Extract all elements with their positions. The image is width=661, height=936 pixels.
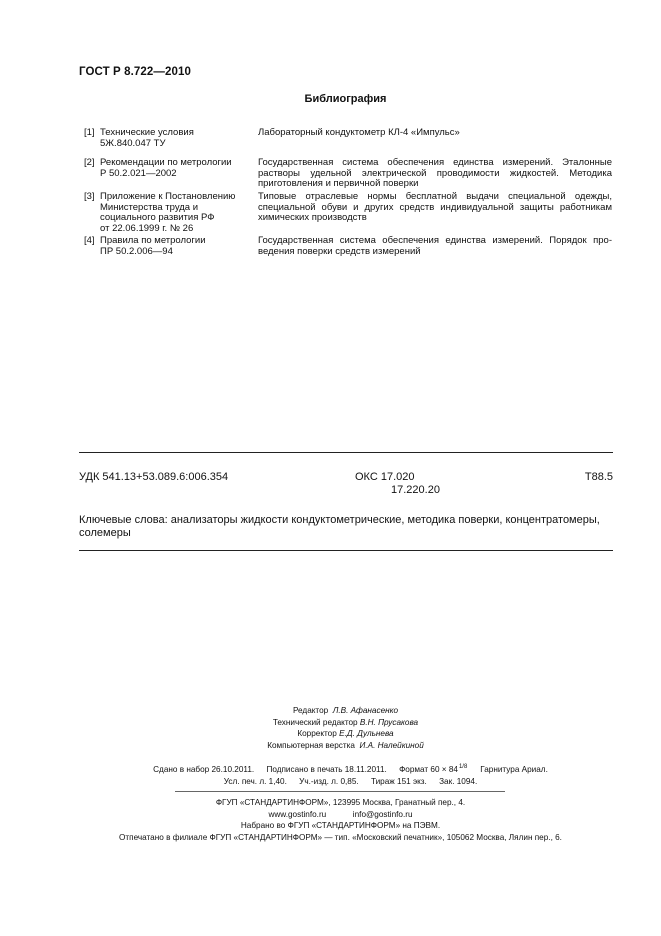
entry-number: [1] bbox=[84, 127, 95, 138]
publisher-website[interactable]: www.gostinfo.ru bbox=[268, 809, 327, 819]
bibliography-entry bbox=[84, 192, 612, 234]
entry-description: Государственная система обеспечения единства измерений. Порядок про-ведения поверки средств измерений bbox=[258, 235, 612, 257]
print-info bbox=[0, 764, 661, 787]
entry-number: [3] bbox=[84, 190, 95, 202]
credit-corrector: Корректор Е.Д. Дульнева bbox=[297, 729, 394, 738]
divider-short bbox=[175, 791, 505, 792]
printed-note: Отпечатано в филиале ФГУП «СТАНДАРТИНФОРМ» — тип. «Московский печатник», 105062 Москва, Лялин пер., 6. bbox=[119, 832, 562, 842]
divider-top bbox=[79, 452, 613, 453]
typeset-note: Набрано во ФГУП «СТАНДАРТИНФОРМ» на ПЭВМ. bbox=[240, 821, 441, 831]
publisher-block bbox=[0, 797, 661, 843]
credit-layout: Компьютерная верстка И.А. Налейкиной bbox=[267, 740, 424, 750]
bibliography-title: Библиография bbox=[304, 93, 387, 105]
entry-source: Правила по метрологии ПР 50.2.006—94 bbox=[100, 235, 206, 257]
entry-description: Лабораторный кондуктометр КЛ-4 «Импульс» bbox=[258, 127, 460, 138]
bibliography-entry bbox=[84, 236, 612, 257]
entry-number: [2] bbox=[84, 157, 95, 169]
credit-editor: Редактор Л.В. Афанасенко bbox=[292, 706, 399, 715]
bibliography-entry bbox=[84, 158, 612, 190]
entry-source: Рекомендации по метрологии Р 50.2.021—2002 bbox=[100, 157, 232, 179]
okp-code: Т88.5 bbox=[584, 471, 613, 483]
publisher-address: ФГУП «СТАНДАРТИНФОРМ», 123995 Москва, Гранатный пер., 4. bbox=[215, 798, 466, 807]
credits-block bbox=[0, 705, 661, 751]
print-info-line-1: Сдано в набор 26.10.2011. Подписано в печать 18.11.2011. Формат 60 × 84 1/8 Гарнитура Ариал. bbox=[153, 764, 548, 774]
oks-code-secondary: 17.220.20 bbox=[391, 484, 440, 496]
print-info-line-2: Усл. печ. л. 1,40. Уч.-изд. л. 0,85. Тираж 151 экз. Зак. 1094. bbox=[223, 776, 478, 786]
standard-code: ГОСТ Р 8.722—2010 bbox=[79, 66, 191, 78]
publisher-contacts bbox=[0, 809, 661, 821]
bibliography-entry bbox=[84, 128, 612, 149]
entry-source: Приложение к Постановлению Министерства труда и социального развития РФ от 22.06.1999 г. № 26 bbox=[100, 190, 236, 234]
udk-code: УДК 541.13+53.089.6:006.354 bbox=[79, 471, 229, 483]
publisher-email[interactable]: info@gostinfo.ru bbox=[352, 809, 413, 819]
entry-description: Государственная система обеспечения единства измерений. Эталонные растворы удельной электрической проводимости жидкостей. Методика приготовления и первичной поверки bbox=[258, 157, 612, 190]
format-fraction: 1/8 bbox=[458, 764, 468, 770]
entry-description: Типовые отраслевые нормы бесплатной выдачи специальной одежды, специальной обуви и других средств индивидуальной защиты работникам химических производств bbox=[258, 190, 612, 224]
credit-tech-editor: Технический редактор В.Н. Прусакова bbox=[272, 717, 419, 727]
divider-bottom bbox=[79, 550, 613, 551]
entry-number: [4] bbox=[84, 235, 95, 247]
oks-code: ОКС 17.020 bbox=[355, 471, 415, 483]
keywords: Ключевые слова: анализаторы жидкости кондуктометрические, методика поверки, концентратомеры, солемеры bbox=[79, 514, 600, 539]
entry-source: Технические условия 5Ж.840.047 ТУ bbox=[100, 127, 194, 149]
bibliography-list bbox=[84, 128, 612, 260]
